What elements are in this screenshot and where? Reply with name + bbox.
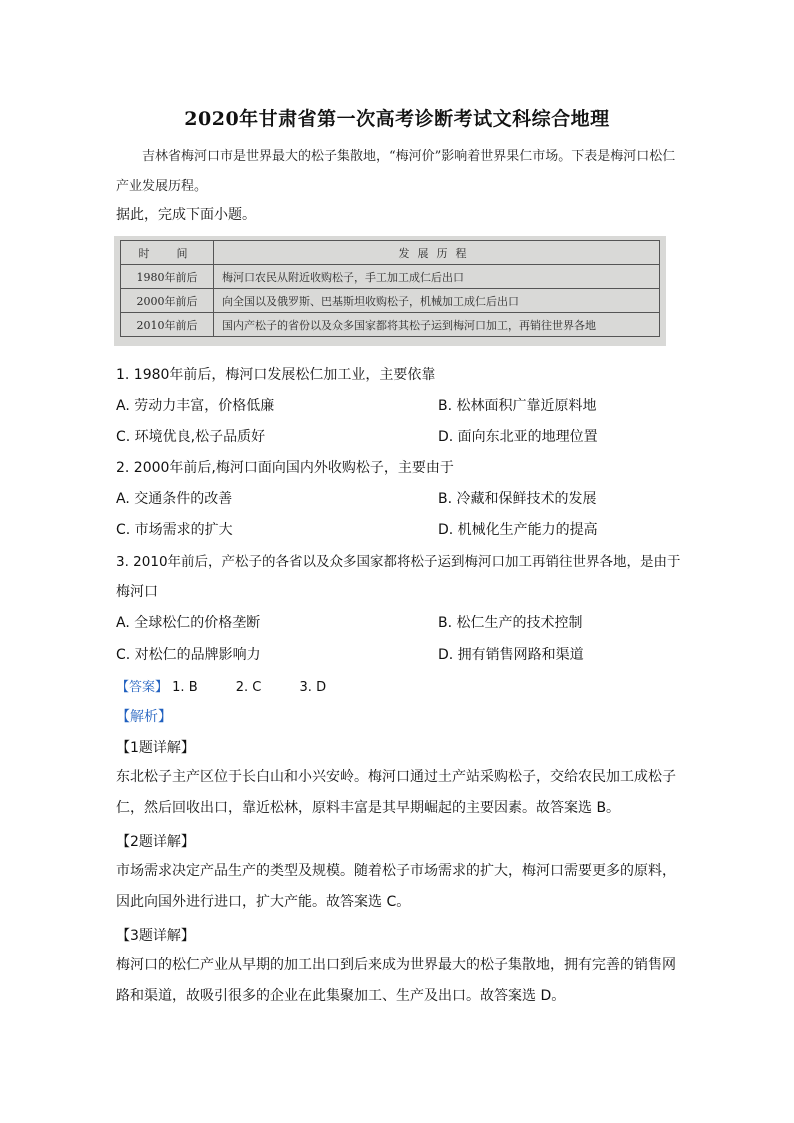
- detail-1-text: 东北松子主产区位于长白山和小兴安岭。梅河口通过土产站采购松子，交给农民加工成松子 仁，然后回收出口，靠近松林，原料丰富是其早期崛起的主要因素。故答案选 B。: [116, 769, 676, 816]
- table-row: [121, 265, 660, 289]
- history-table-image: [114, 236, 666, 346]
- question-2-option-c: C. 市场需求的扩大: [116, 522, 233, 538]
- question-3-option-b: B. 松仁生产的技术控制: [438, 615, 583, 631]
- question-1-stem: 1. 1980年前后，梅河口发展松仁加工业，主要依靠: [116, 367, 436, 383]
- question-2-option-a: A. 交通条件的改善: [116, 491, 233, 507]
- question-3-option-a: A. 全球松仁的价格垄断: [116, 615, 261, 631]
- detail-2-label: 【2题详解】: [116, 834, 195, 850]
- question-3-option-c: C. 对松仁的品牌影响力: [116, 647, 261, 663]
- detail-3-text: 梅河口的松仁产业从早期的加工出口到后来成为世界最大的松子集散地，拥有完善的销售网 路和渠道，故吸引很多的企业在此集聚加工、生产及出口。故答案选 D。: [116, 957, 676, 1004]
- analysis-label: 【解析】: [116, 709, 172, 725]
- answer-item: 3. D: [299, 680, 327, 695]
- table-row: [121, 289, 660, 313]
- detail-3-label: 【3题详解】: [116, 928, 195, 944]
- question-3-option-d: D. 拥有销售网路和渠道: [438, 647, 584, 663]
- question-3-stem-cont: 梅河口: [116, 584, 158, 600]
- question-2-option-b: B. 冷藏和保鲜技术的发展: [438, 491, 597, 507]
- answer-item: 2. C: [235, 680, 262, 695]
- history-table: [120, 240, 660, 337]
- question-1-option-d: D. 面向东北亚的地理位置: [438, 429, 598, 445]
- question-2-stem: 2. 2000年前后,梅河口面向国内外收购松子，主要由于: [116, 460, 454, 476]
- table-row: [121, 313, 660, 337]
- prompt-text: 据此，完成下面小题。: [116, 207, 256, 223]
- question-1-option-c: C. 环境优良,松子品质好: [116, 429, 266, 445]
- row-event: 梅河口农民从附近收购松子，手工加工成仁后出口: [214, 265, 660, 289]
- row-event: 向全国以及俄罗斯、巴基斯坦收购松子，机械加工成仁后出口: [214, 289, 660, 313]
- question-1-option-a: A. 劳动力丰富，价格低廉: [116, 398, 275, 414]
- header-time: 时 间: [121, 241, 214, 265]
- intro-text: 吉林省梅河口市是世界最大的松子集散地，“梅河价”影响着世界果仁市场。下表是梅河口松仁产业发展历程。: [116, 149, 676, 194]
- page-title: 2020年甘肃省第一次高考诊断考试文科综合地理: [184, 108, 610, 130]
- row-event: 国内产松子的省份以及众多国家都将其松子运到梅河口加工，再销往世界各地: [214, 313, 660, 337]
- detail-1-label: 【1题详解】: [116, 740, 195, 756]
- question-1-option-b: B. 松林面积广靠近原料地: [438, 398, 597, 414]
- row-time: 2010年前后: [121, 313, 214, 337]
- answer-label: 【答案】: [116, 680, 169, 695]
- table-header-row: [121, 241, 660, 265]
- question-3-stem: 3. 2010年前后，产松子的各省以及众多国家都将松子运到梅河口加工再销往世界各地，是由于: [116, 554, 681, 570]
- detail-2-text: 市场需求决定产品生产的类型及规模。随着松子市场需求的扩大，梅河口需要更多的原料， 因此向国外进行进口，扩大产能。故答案选 C。: [116, 863, 676, 910]
- row-time: 2000年前后: [121, 289, 214, 313]
- answer-line: [116, 676, 360, 695]
- question-2-option-d: D. 机械化生产能力的提高: [438, 522, 598, 538]
- row-time: 1980年前后: [121, 265, 214, 289]
- answer-item: 1. B: [172, 680, 198, 695]
- header-history: 发展历程: [214, 241, 660, 265]
